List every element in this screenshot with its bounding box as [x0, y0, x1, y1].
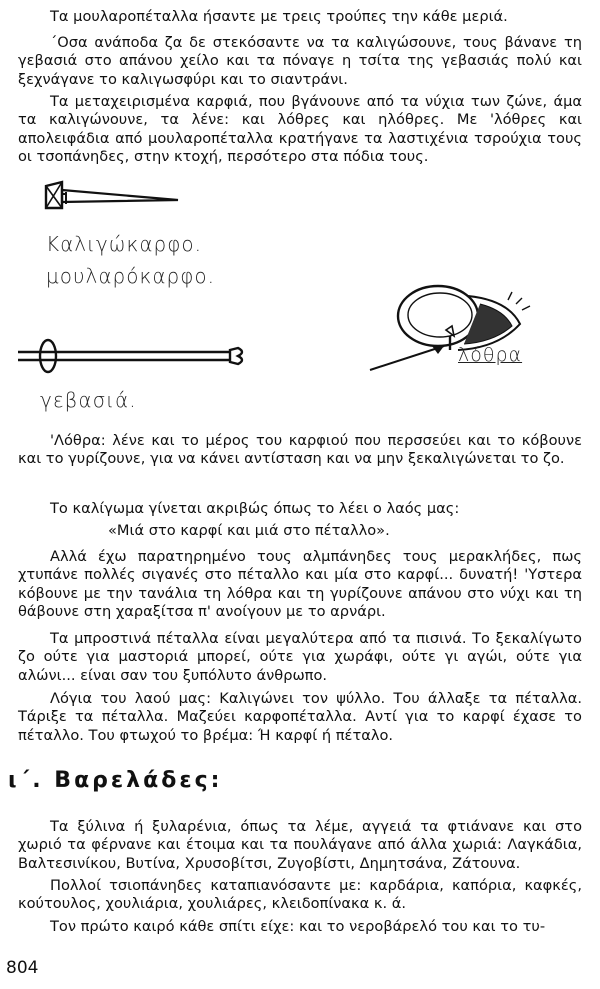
- paragraph-4: 'Λόθρα: λένε και το μέρος του καρφιού που περσσεύει και το κόβουνε και το γυρίζουνε, για να κάνει αντίσταση και να μην ξεκαλιγώνεται το ζο.: [18, 432, 582, 468]
- nail-label-2: μουλαρόκαρφο.: [46, 264, 216, 288]
- horseshoe-nail-drawing: [38, 178, 188, 218]
- paragraph-11: Τον πρώτο καιρό κάθε σπίτι είχε: και το νεροβάρελό του και το τυ-: [50, 918, 546, 935]
- paragraph-10: Πολλοί τσιοπάνηδες καταπιανόσαντε με: καρδάρια, καπόρια, καφκές, κούτουλος, χουλιάρια, χουλιάρες, κλειδοπίνακα κ. ά.: [18, 877, 582, 913]
- page-number: 804: [6, 958, 39, 978]
- paragraph-7: Τα μπροστινά πέταλλα είναι μεγαλύτερα από τα πισινά. Το ξεκαλίγωτο ζο ούτε για μαστοριά μπορεί, ούτε για χωράφι, ούτε γι αγώι, ούτε για αλώνι... είναι σαν του ξυπόλυτο άνθρωπο.: [18, 630, 582, 684]
- folk-saying-quote: «Μιά στο καρφί και μιά στο πέταλλο».: [108, 522, 390, 539]
- hoof-label: λόθρα: [458, 344, 523, 366]
- bridle-twitch-drawing: [18, 336, 250, 376]
- paragraph-3: Τα μεταχειρισμένα καρφιά, που βγάνουνε από τα νύχια των ζώνε, άμα τα καλιγώνουνε, τα λένε: και λόθρες και ηλόθρες. Με 'λόθρες και απολειφάδια από μουλαροπέταλλα κρατήγανε τα λαστιχένια τσρούχια τους οι τσοπάνηδες, στην κτοχή, περσότερο στα πόδια τους.: [18, 93, 582, 166]
- paragraph-5: Το καλίγωμα γίνεται ακριβώς όπως το λέει ο λαός μας:: [50, 500, 460, 517]
- nail-label-1: Καλιγώκαρφο.: [46, 232, 203, 256]
- paragraph-2: ΄Οσα ανάποδα ζα δε στεκόσαντε να τα καλιγώσουνε, τους βάνανε τη γεβασιά στο απάνου χείλο και τα πόναγε η τσίτα της γεβασιάς πολύ και ξεχνάγανε το καλιγωσφύρι και το σιαντράνι.: [18, 34, 582, 88]
- paragraph-1: Τα μουλαροπέταλλα ήσαντε με τρεις τρούπες την κάθε μεριά.: [50, 8, 508, 25]
- paragraph-9: Τα ξύλινα ή ξυλαρένια, όπως τα λέμε, αγγειά τα φτιάνανε και στο χωριό τα φέρνανε και έτοιμα και τα πουλάγανε από άλλα χωριά: Λαγκάδια, Βαλτεσινίκου, Βυτίνα, Χρυσοβίτσι, Ζυγοβίστι, Δημητσάνα, Ζάτουνα.: [18, 818, 582, 872]
- bridle-label: γεβασιά.: [40, 388, 137, 412]
- section-title: ι΄. Βαρελάδες:: [8, 768, 223, 793]
- paragraph-8: Λόγια του λαού μας: Καλιγώνει τον ψύλλο. Του άλλαξε τα πέταλλα. Τάριξε τα πέταλλα. Μαζεύει καρφοπέταλλα. Αντί για το καρφί έχασε το πέταλλο. Του φτωχού το βρέμα: Ή καρφί ή πέταλο.: [18, 690, 582, 744]
- paragraph-6: Αλλά έχω παρατηρημένο τους αλμπάνηδες τους μερακλήδες, πως χτυπάνε πολλές σιγανές στο πέταλλο και μία στο καρφί... δυνατή! 'Υστερα κόβουνε με την τανάλια τη λόθρα και τη γυρίζουνε απάνου στο νύχι και τη θάβουνε στη χαραξίτσα π' ανοίγουν με το αρνάρι.: [18, 548, 582, 621]
